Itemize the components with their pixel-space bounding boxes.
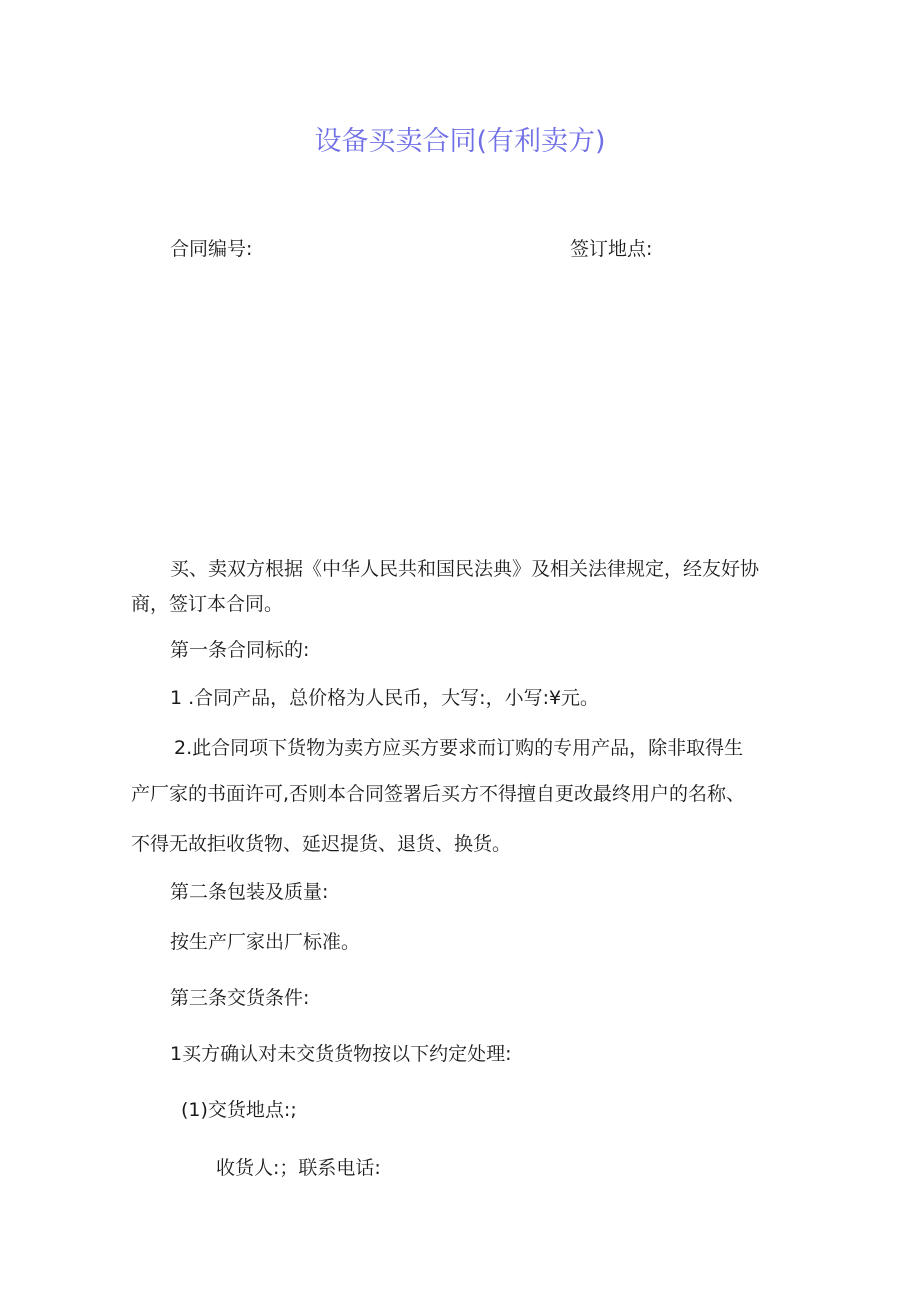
article-3-item-1: 1买方确认对未交货货物按以下约定处理: (170, 1043, 512, 1065)
article-2-body: 按生产厂家出厂标准。 (170, 931, 361, 953)
document-title: 设备买卖合同(有利卖方) (314, 126, 606, 157)
article-3-heading: 第三条交货条件: (170, 987, 310, 1009)
article-1-item-1: 1 .合同产品，总价格为人民币，大写:，小写:¥元。 (170, 687, 600, 709)
article-1-item-2-line-1: 2.此合同项下货物为卖方应买方要求而订购的专用产品，除非取得生 (174, 737, 744, 759)
preamble-line-1: 买、卖双方根据《中华人民共和国民法典》及相关法律规定，经友好协 (170, 558, 760, 580)
article-2-heading: 第二条包装及质量: (170, 881, 329, 903)
article-1-item-2-line-3: 不得无故拒收货物、延迟提货、退货、换货。 (131, 833, 512, 855)
preamble-line-2: 商，签订本合同。 (131, 593, 284, 615)
article-3-sub-item-2: 收货人:；联系电话: (216, 1157, 381, 1179)
contract-number-label: 合同编号: (170, 238, 253, 260)
article-1-item-2-line-2: 产厂家的书面许可,否则本合同签署后买方不得擅自更改最终用户的名称、 (131, 783, 746, 805)
article-1-heading: 第一条合同标的: (170, 639, 310, 661)
signing-place-label: 签订地点: (570, 238, 653, 260)
article-3-sub-item-1: (1)交货地点:; (181, 1099, 297, 1121)
